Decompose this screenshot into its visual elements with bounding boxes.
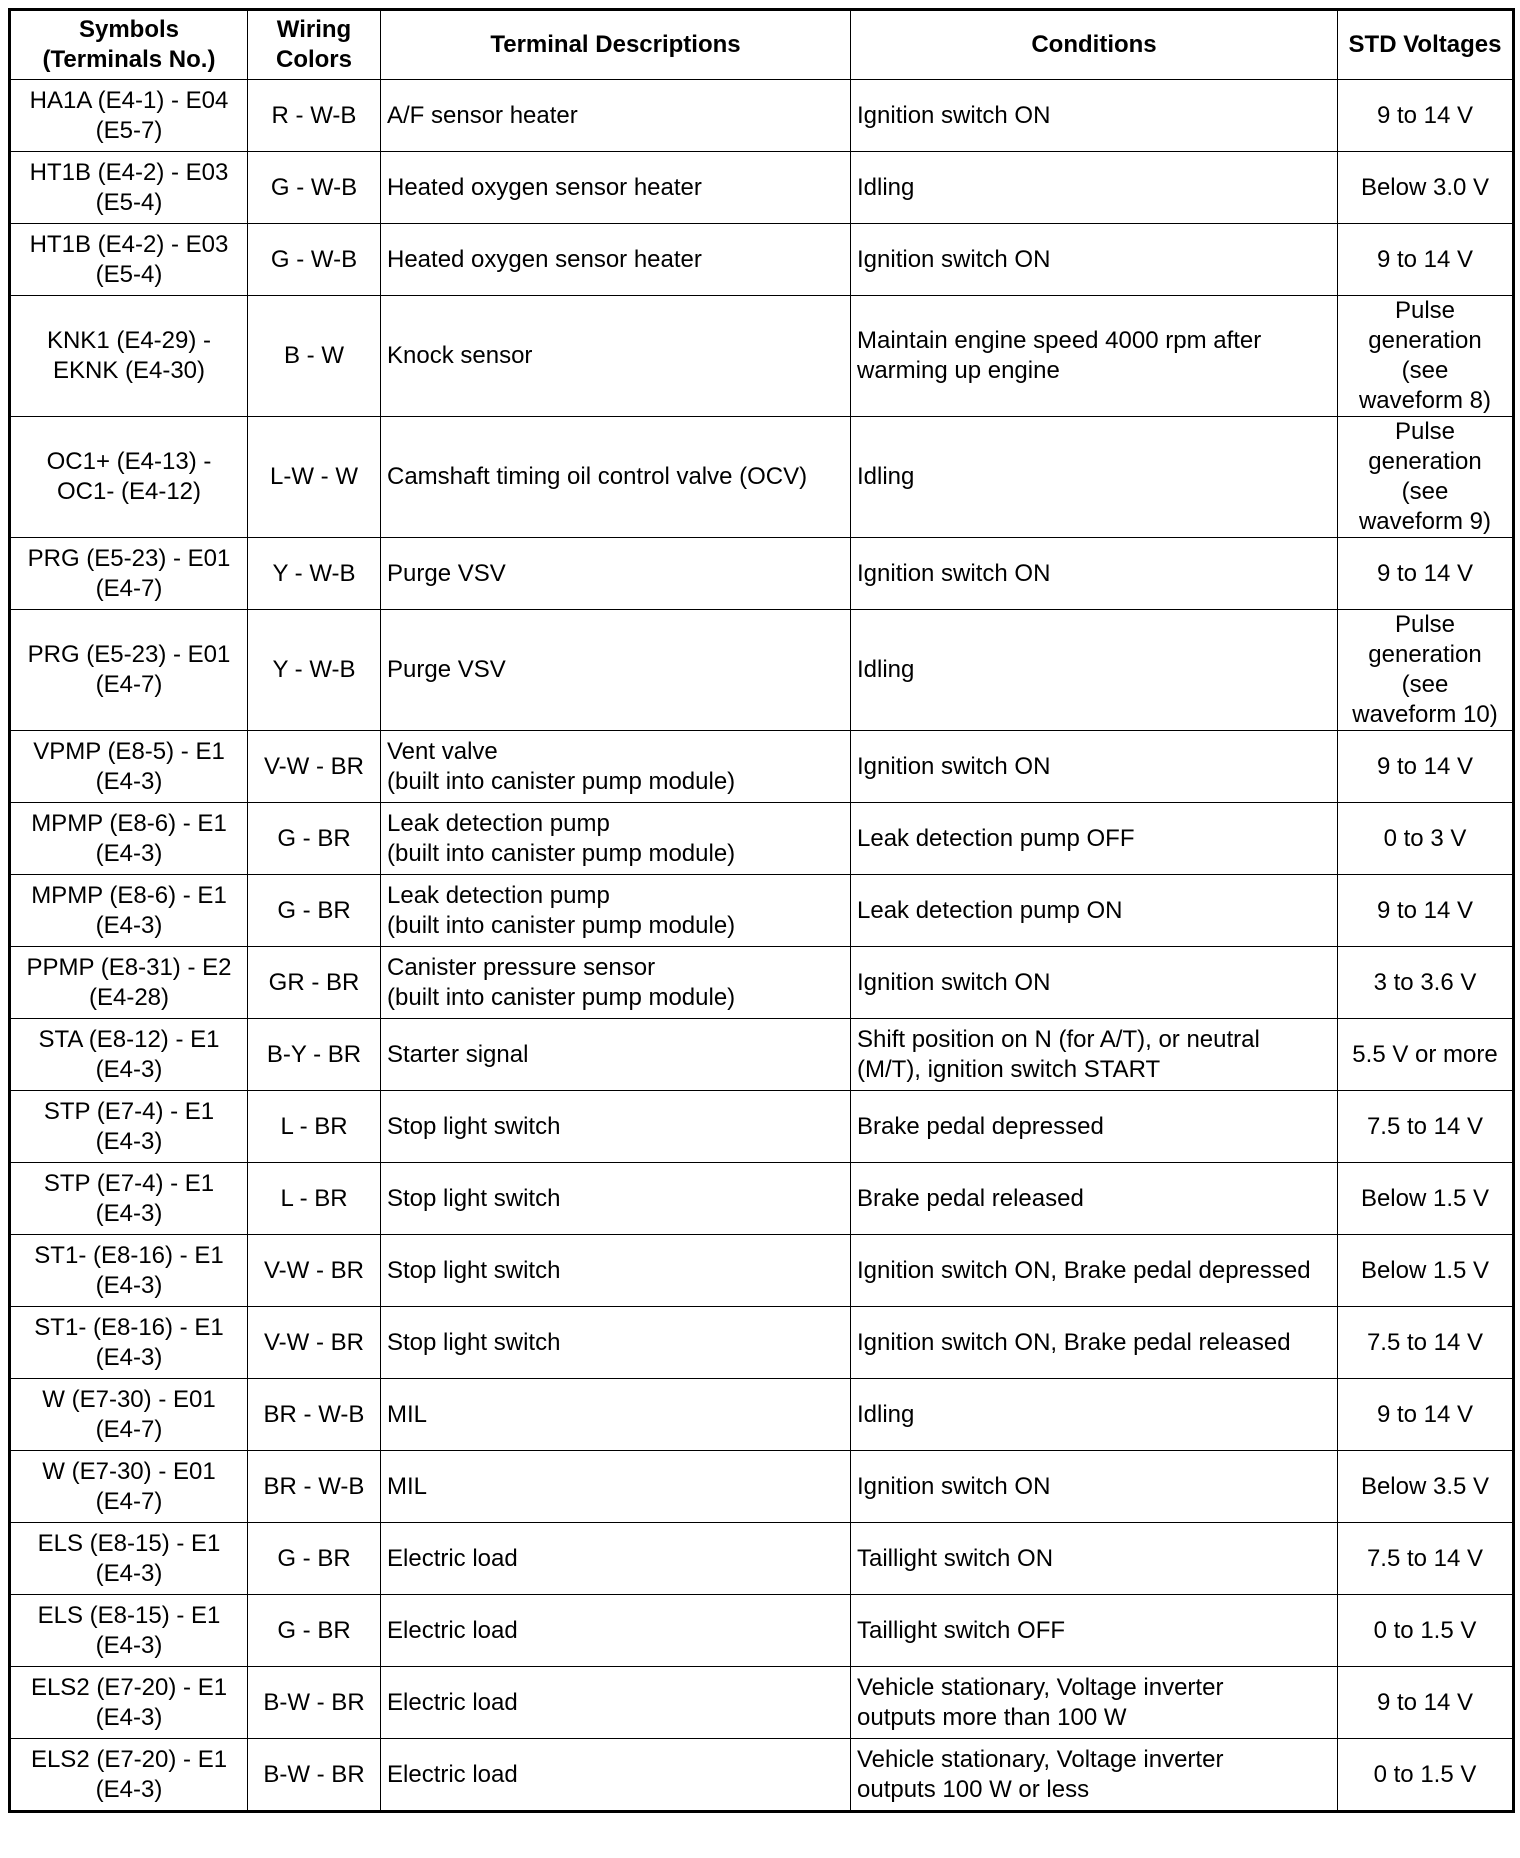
cell-std-voltage-text: 9 to 14 V bbox=[1376, 896, 1474, 924]
header-terminal-descriptions: Terminal Descriptions bbox=[381, 10, 851, 80]
table-row bbox=[10, 1667, 1514, 1739]
cell-symbol-text: MPMP (E8-6) - E1 (E4-3) bbox=[31, 881, 227, 939]
cell-wiring-color-text: BR - W-B bbox=[263, 1400, 365, 1428]
table-row bbox=[10, 1235, 1514, 1307]
cell-symbol bbox=[10, 80, 248, 152]
cell-wiring-color bbox=[248, 152, 381, 224]
cell-symbol bbox=[10, 152, 248, 224]
cell-terminal-description-text: Canister pressure sensor (built into canister pump module) bbox=[387, 953, 736, 1011]
cell-symbol bbox=[10, 417, 248, 538]
cell-symbol bbox=[10, 803, 248, 875]
cell-terminal-description-text: Vent valve (built into canister pump module) bbox=[387, 737, 736, 795]
cell-terminal-description bbox=[381, 1739, 851, 1812]
cell-symbol-text: ELS (E8-15) - E1 (E4-3) bbox=[37, 1529, 221, 1587]
cell-std-voltage bbox=[1338, 947, 1514, 1019]
cell-terminal-description-text: A/F sensor heater bbox=[387, 101, 578, 129]
cell-symbol-text: OC1+ (E4-13) - OC1- (E4-12) bbox=[46, 448, 212, 505]
cell-condition bbox=[851, 1091, 1338, 1163]
cell-std-voltage-text: 3 to 3.6 V bbox=[1373, 968, 1477, 996]
cell-std-voltage bbox=[1338, 538, 1514, 610]
cell-wiring-color bbox=[248, 1307, 381, 1379]
header-conditions: Conditions bbox=[851, 10, 1338, 80]
cell-condition bbox=[851, 152, 1338, 224]
cell-std-voltage bbox=[1338, 1451, 1514, 1523]
cell-symbol bbox=[10, 1739, 248, 1812]
cell-terminal-description bbox=[381, 947, 851, 1019]
cell-wiring-color bbox=[248, 731, 381, 803]
cell-condition-text: Ignition switch ON bbox=[857, 1472, 1051, 1500]
cell-terminal-description bbox=[381, 803, 851, 875]
cell-terminal-description bbox=[381, 1307, 851, 1379]
cell-std-voltage-text: Below 1.5 V bbox=[1360, 1256, 1490, 1284]
cell-terminal-description-text: Starter signal bbox=[387, 1040, 529, 1068]
cell-symbol bbox=[10, 1163, 248, 1235]
cell-std-voltage bbox=[1338, 1307, 1514, 1379]
cell-std-voltage bbox=[1338, 296, 1514, 417]
cell-symbol-text: HT1B (E4-2) - E03 (E5-4) bbox=[29, 230, 229, 288]
cell-terminal-description bbox=[381, 1379, 851, 1451]
cell-wiring-color-text: L - BR bbox=[280, 1184, 348, 1212]
cell-std-voltage bbox=[1338, 803, 1514, 875]
cell-wiring-color-text: G - W-B bbox=[270, 173, 358, 201]
cell-symbol-text: PPMP (E8-31) - E2 (E4-28) bbox=[26, 953, 232, 1011]
cell-wiring-color-text: G - BR bbox=[277, 1616, 351, 1644]
cell-wiring-color-text: B-W - BR bbox=[263, 1760, 365, 1788]
cell-terminal-description bbox=[381, 1163, 851, 1235]
table-row bbox=[10, 610, 1514, 731]
cell-wiring-color-text: Y - W-B bbox=[272, 559, 356, 587]
cell-symbol bbox=[10, 1307, 248, 1379]
cell-wiring-color-text: L - BR bbox=[280, 1112, 348, 1140]
cell-wiring-color bbox=[248, 610, 381, 731]
cell-std-voltage bbox=[1338, 1667, 1514, 1739]
cell-wiring-color bbox=[248, 1595, 381, 1667]
cell-wiring-color bbox=[248, 1019, 381, 1091]
cell-condition-text: Ignition switch ON, Brake pedal released bbox=[857, 1328, 1291, 1356]
table-row bbox=[10, 1379, 1514, 1451]
cell-condition bbox=[851, 1163, 1338, 1235]
cell-std-voltage bbox=[1338, 1739, 1514, 1812]
table-row bbox=[10, 80, 1514, 152]
cell-condition bbox=[851, 417, 1338, 538]
cell-terminal-description bbox=[381, 1235, 851, 1307]
cell-terminal-description bbox=[381, 1667, 851, 1739]
cell-condition-text: Vehicle stationary, Voltage inverter outputs more than 100 W bbox=[857, 1673, 1224, 1731]
cell-condition bbox=[851, 947, 1338, 1019]
cell-std-voltage-text: 0 to 1.5 V bbox=[1373, 1616, 1477, 1644]
cell-symbol bbox=[10, 947, 248, 1019]
table-row bbox=[10, 224, 1514, 296]
cell-terminal-description bbox=[381, 417, 851, 538]
cell-wiring-color-text: R - W-B bbox=[271, 101, 357, 129]
cell-terminal-description-text: MIL bbox=[387, 1400, 428, 1428]
cell-std-voltage-text: 9 to 14 V bbox=[1376, 1688, 1474, 1716]
cell-terminal-description bbox=[381, 875, 851, 947]
cell-symbol bbox=[10, 1595, 248, 1667]
table-row bbox=[10, 1091, 1514, 1163]
cell-terminal-description bbox=[381, 80, 851, 152]
cell-symbol-text: VPMP (E8-5) - E1 (E4-3) bbox=[33, 737, 225, 795]
cell-std-voltage-text: 5.5 V or more bbox=[1352, 1040, 1498, 1068]
cell-symbol bbox=[10, 1235, 248, 1307]
cell-condition bbox=[851, 1235, 1338, 1307]
cell-std-voltage-text: 9 to 14 V bbox=[1376, 559, 1474, 587]
cell-condition-text: Leak detection pump ON bbox=[857, 896, 1123, 924]
cell-std-voltage-text: 9 to 14 V bbox=[1376, 245, 1474, 273]
cell-terminal-description-text: Electric load bbox=[387, 1616, 518, 1644]
cell-condition bbox=[851, 1667, 1338, 1739]
cell-wiring-color bbox=[248, 1163, 381, 1235]
table-row bbox=[10, 1451, 1514, 1523]
table-row bbox=[10, 731, 1514, 803]
table-row bbox=[10, 947, 1514, 1019]
cell-condition bbox=[851, 731, 1338, 803]
cell-wiring-color bbox=[248, 296, 381, 417]
cell-std-voltage-text: 0 to 3 V bbox=[1383, 824, 1467, 852]
cell-wiring-color-text: G - BR bbox=[277, 1544, 351, 1572]
cell-wiring-color-text: B-W - BR bbox=[263, 1688, 365, 1716]
cell-symbol bbox=[10, 1091, 248, 1163]
cell-wiring-color-text: Y - W-B bbox=[272, 656, 356, 683]
cell-condition bbox=[851, 538, 1338, 610]
table-row bbox=[10, 875, 1514, 947]
cell-wiring-color bbox=[248, 1523, 381, 1595]
cell-condition bbox=[851, 875, 1338, 947]
cell-condition bbox=[851, 224, 1338, 296]
cell-condition-text: Idling bbox=[857, 173, 915, 201]
cell-std-voltage-text: 9 to 14 V bbox=[1376, 752, 1474, 780]
cell-symbol-text: KNK1 (E4-29) - EKNK (E4-30) bbox=[46, 327, 212, 384]
cell-condition-text: Ignition switch ON bbox=[857, 101, 1051, 129]
header-std-voltages: STD Voltages bbox=[1338, 10, 1514, 80]
cell-condition bbox=[851, 80, 1338, 152]
cell-condition-text: Leak detection pump OFF bbox=[857, 824, 1135, 852]
cell-symbol bbox=[10, 538, 248, 610]
cell-std-voltage bbox=[1338, 80, 1514, 152]
cell-std-voltage bbox=[1338, 610, 1514, 731]
cell-symbol-text: ST1- (E8-16) - E1 (E4-3) bbox=[34, 1313, 224, 1371]
cell-symbol-text: HT1B (E4-2) - E03 (E5-4) bbox=[29, 158, 229, 216]
table-row bbox=[10, 1523, 1514, 1595]
table-row bbox=[10, 417, 1514, 538]
cell-terminal-description-text: Electric load bbox=[387, 1688, 518, 1716]
cell-condition-text: Brake pedal depressed bbox=[857, 1112, 1104, 1140]
cell-symbol bbox=[10, 731, 248, 803]
cell-terminal-description-text: Electric load bbox=[387, 1760, 518, 1788]
cell-condition-text: Taillight switch ON bbox=[857, 1544, 1054, 1572]
cell-terminal-description-text: Camshaft timing oil control valve (OCV) bbox=[387, 463, 808, 490]
cell-terminal-description-text: Purge VSV bbox=[387, 656, 506, 683]
table-row bbox=[10, 1739, 1514, 1812]
cell-symbol-text: ST1- (E8-16) - E1 (E4-3) bbox=[34, 1241, 224, 1299]
cell-symbol bbox=[10, 875, 248, 947]
cell-wiring-color bbox=[248, 80, 381, 152]
cell-condition bbox=[851, 1451, 1338, 1523]
table-row bbox=[10, 538, 1514, 610]
cell-std-voltage bbox=[1338, 731, 1514, 803]
cell-symbol-text: HA1A (E4-1) - E04 (E5-7) bbox=[29, 86, 229, 144]
cell-symbol-text: ELS (E8-15) - E1 (E4-3) bbox=[37, 1601, 221, 1659]
cell-symbol-text: STP (E7-4) - E1 (E4-3) bbox=[43, 1169, 215, 1227]
cell-wiring-color bbox=[248, 417, 381, 538]
cell-condition-text: Maintain engine speed 4000 rpm after warming up engine bbox=[857, 327, 1262, 384]
cell-terminal-description-text: Stop light switch bbox=[387, 1328, 561, 1356]
cell-std-voltage bbox=[1338, 1091, 1514, 1163]
cell-terminal-description-text: Purge VSV bbox=[387, 559, 506, 587]
cell-wiring-color-text: G - BR bbox=[277, 896, 351, 924]
cell-condition bbox=[851, 803, 1338, 875]
cell-symbol bbox=[10, 1523, 248, 1595]
cell-terminal-description-text: Heated oxygen sensor heater bbox=[387, 245, 702, 273]
cell-condition-text: Vehicle stationary, Voltage inverter outputs 100 W or less bbox=[857, 1745, 1224, 1803]
cell-symbol bbox=[10, 1667, 248, 1739]
table-row bbox=[10, 1163, 1514, 1235]
cell-terminal-description-text: Electric load bbox=[387, 1544, 518, 1572]
cell-symbol bbox=[10, 296, 248, 417]
cell-std-voltage-text: Pulse generation (see waveform 8) bbox=[1358, 297, 1492, 414]
cell-std-voltage-text: 7.5 to 14 V bbox=[1366, 1328, 1484, 1356]
cell-terminal-description-text: Heated oxygen sensor heater bbox=[387, 173, 702, 201]
cell-wiring-color-text: G - W-B bbox=[270, 245, 358, 273]
cell-std-voltage-text: 9 to 14 V bbox=[1376, 1400, 1474, 1428]
cell-condition-text: Brake pedal released bbox=[857, 1184, 1084, 1212]
cell-wiring-color-text: V-W - BR bbox=[264, 1256, 364, 1284]
cell-terminal-description bbox=[381, 1091, 851, 1163]
cell-condition bbox=[851, 1307, 1338, 1379]
terminal-voltage-table bbox=[8, 8, 1515, 1813]
cell-wiring-color-text: B - W bbox=[284, 342, 344, 369]
cell-symbol-text: STP (E7-4) - E1 (E4-3) bbox=[43, 1097, 215, 1155]
cell-condition-text: Ignition switch ON bbox=[857, 968, 1051, 996]
cell-terminal-description bbox=[381, 296, 851, 417]
cell-terminal-description bbox=[381, 610, 851, 731]
table-row bbox=[10, 1019, 1514, 1091]
cell-std-voltage-text: 7.5 to 14 V bbox=[1366, 1112, 1484, 1140]
terminal-voltage-table-sheet bbox=[8, 8, 1512, 1813]
cell-terminal-description-text: Stop light switch bbox=[387, 1256, 561, 1284]
cell-wiring-color bbox=[248, 224, 381, 296]
cell-terminal-description bbox=[381, 152, 851, 224]
cell-condition bbox=[851, 1739, 1338, 1812]
cell-symbol-text: STA (E8-12) - E1 (E4-3) bbox=[38, 1025, 220, 1083]
cell-wiring-color-text: V-W - BR bbox=[264, 1328, 364, 1356]
cell-terminal-description-text: Leak detection pump (built into canister pump module) bbox=[387, 809, 736, 867]
cell-wiring-color bbox=[248, 1739, 381, 1812]
cell-condition-text: Idling bbox=[857, 656, 915, 683]
table-body bbox=[10, 80, 1514, 1812]
cell-symbol-text: PRG (E5-23) - E01 (E4-7) bbox=[27, 641, 231, 698]
cell-terminal-description-text: Stop light switch bbox=[387, 1184, 561, 1212]
cell-symbol bbox=[10, 1019, 248, 1091]
cell-terminal-description-text: MIL bbox=[387, 1472, 428, 1500]
header-row bbox=[10, 10, 1514, 80]
cell-terminal-description-text: Knock sensor bbox=[387, 342, 533, 369]
cell-terminal-description-text: Leak detection pump (built into canister pump module) bbox=[387, 881, 736, 939]
table-row bbox=[10, 152, 1514, 224]
cell-wiring-color-text: G - BR bbox=[277, 824, 351, 852]
cell-condition bbox=[851, 1595, 1338, 1667]
cell-wiring-color-text: BR - W-B bbox=[263, 1472, 365, 1500]
cell-condition bbox=[851, 1019, 1338, 1091]
cell-condition-text: Ignition switch ON bbox=[857, 752, 1051, 780]
cell-symbol-text: PRG (E5-23) - E01 (E4-7) bbox=[27, 544, 231, 602]
cell-std-voltage bbox=[1338, 1379, 1514, 1451]
cell-wiring-color bbox=[248, 1667, 381, 1739]
cell-condition-text: Shift position on N (for A/T), or neutral (M/T), ignition switch START bbox=[857, 1025, 1260, 1083]
cell-wiring-color-text: GR - BR bbox=[268, 968, 360, 996]
cell-symbol bbox=[10, 1379, 248, 1451]
cell-wiring-color bbox=[248, 947, 381, 1019]
cell-std-voltage bbox=[1338, 1523, 1514, 1595]
cell-wiring-color-text: V-W - BR bbox=[264, 752, 364, 780]
cell-wiring-color bbox=[248, 538, 381, 610]
cell-std-voltage bbox=[1338, 417, 1514, 538]
cell-terminal-description bbox=[381, 731, 851, 803]
cell-wiring-color bbox=[248, 875, 381, 947]
cell-std-voltage bbox=[1338, 1595, 1514, 1667]
cell-wiring-color bbox=[248, 1451, 381, 1523]
cell-condition-text: Ignition switch ON bbox=[857, 245, 1051, 273]
cell-std-voltage bbox=[1338, 224, 1514, 296]
cell-std-voltage bbox=[1338, 1163, 1514, 1235]
cell-wiring-color-text: L-W - W bbox=[270, 463, 358, 490]
table-row bbox=[10, 296, 1514, 417]
cell-std-voltage bbox=[1338, 152, 1514, 224]
table-row bbox=[10, 1595, 1514, 1667]
cell-terminal-description-text: Stop light switch bbox=[387, 1112, 561, 1140]
cell-wiring-color bbox=[248, 1235, 381, 1307]
cell-terminal-description bbox=[381, 1019, 851, 1091]
cell-terminal-description bbox=[381, 224, 851, 296]
cell-symbol-text: ELS2 (E7-20) - E1 (E4-3) bbox=[30, 1673, 228, 1731]
cell-terminal-description bbox=[381, 1523, 851, 1595]
header-wiring-colors: Wiring Colors bbox=[248, 10, 381, 80]
cell-wiring-color bbox=[248, 803, 381, 875]
cell-wiring-color bbox=[248, 1379, 381, 1451]
cell-symbol bbox=[10, 224, 248, 296]
cell-wiring-color bbox=[248, 1091, 381, 1163]
cell-wiring-color-text: B-Y - BR bbox=[266, 1040, 362, 1068]
cell-std-voltage-text: 0 to 1.5 V bbox=[1373, 1760, 1477, 1788]
cell-symbol-text: ELS2 (E7-20) - E1 (E4-3) bbox=[30, 1745, 228, 1803]
cell-terminal-description bbox=[381, 1595, 851, 1667]
cell-symbol bbox=[10, 610, 248, 731]
cell-terminal-description bbox=[381, 1451, 851, 1523]
cell-condition bbox=[851, 1523, 1338, 1595]
header-symbols: Symbols (Terminals No.) bbox=[10, 10, 248, 80]
cell-std-voltage-text: Below 3.0 V bbox=[1360, 173, 1490, 201]
table-row bbox=[10, 1307, 1514, 1379]
cell-symbol-text: MPMP (E8-6) - E1 (E4-3) bbox=[31, 809, 227, 867]
cell-condition-text: Taillight switch OFF bbox=[857, 1616, 1066, 1644]
cell-std-voltage-text: Below 1.5 V bbox=[1360, 1184, 1490, 1212]
cell-symbol bbox=[10, 1451, 248, 1523]
cell-condition bbox=[851, 610, 1338, 731]
cell-std-voltage-text: Below 3.5 V bbox=[1360, 1472, 1490, 1500]
cell-condition-text: Ignition switch ON, Brake pedal depressed bbox=[857, 1256, 1311, 1284]
cell-terminal-description bbox=[381, 538, 851, 610]
cell-symbol-text: W (E7-30) - E01 (E4-7) bbox=[42, 1385, 216, 1443]
table-row bbox=[10, 803, 1514, 875]
cell-std-voltage bbox=[1338, 1235, 1514, 1307]
cell-std-voltage-text: Pulse generation (see waveform 10) bbox=[1352, 611, 1498, 728]
cell-std-voltage bbox=[1338, 1019, 1514, 1091]
cell-condition-text: Idling bbox=[857, 463, 915, 490]
cell-std-voltage-text: 9 to 14 V bbox=[1376, 101, 1474, 129]
cell-std-voltage-text: 7.5 to 14 V bbox=[1366, 1544, 1484, 1572]
cell-condition-text: Idling bbox=[857, 1400, 915, 1428]
cell-condition bbox=[851, 1379, 1338, 1451]
cell-std-voltage bbox=[1338, 875, 1514, 947]
cell-symbol-text: W (E7-30) - E01 (E4-7) bbox=[42, 1457, 216, 1515]
cell-std-voltage-text: Pulse generation (see waveform 9) bbox=[1358, 418, 1492, 535]
cell-condition bbox=[851, 296, 1338, 417]
cell-condition-text: Ignition switch ON bbox=[857, 559, 1051, 587]
